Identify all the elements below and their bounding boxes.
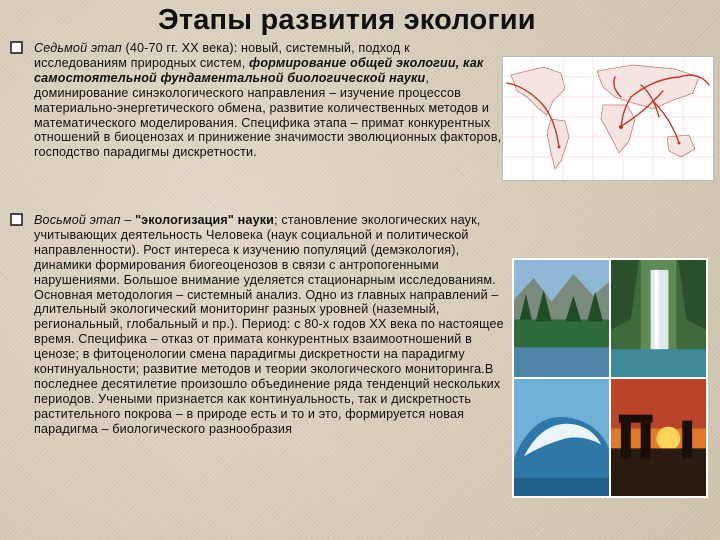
checkbox-bullet-icon — [10, 41, 23, 54]
stage7-emphasis: формирование общей экологии, как самостоятельной фундаментальной биологической науки — [34, 55, 484, 85]
stage8-text: ; становление экологических наук, учитывающих деятельность Человека (наук социальной и политической направленности). Рост интереса к изучению популяций (демэкология), динамики формирования биогеоценозов в связи с антропогенными нарушениями. Большое внимание уделяется стационарным исследованиям. Основная методология – системный анализ. Одно из главных направлений – длительный экологический мониторинг разных уровней (наземный, региональный, глобальный и пр.). Период: с 80-х годов XX века по настоящее время. Специфика – отказ от примата конкурентных взаимоотношений в ценозе; в фитоценологии смена парадигмы дискретности на парадигму континуальности; развитие методов и теории экологического мониторинга.В последнее десятилетие произошло объединение ряда тенденций нескольких периодов. Учеными признается как континуальность, так и дискретность растительного покрова – в природе есть и то и это, формируется новая парадигма – биологического разнообразия — [34, 213, 504, 436]
route-dot — [678, 142, 681, 145]
nature-photo-collage — [512, 258, 708, 498]
checkbox-bullet-icon — [10, 213, 23, 226]
stage8-dash: – — [120, 213, 136, 227]
stage7-paragraph — [34, 41, 504, 160]
stage8-lead: Восьмой этап — [34, 213, 121, 227]
stage8-paragraph — [34, 213, 508, 437]
waterfall-photo — [611, 260, 706, 377]
stage7-text-a: (40-70 гг. XX века): новый, системный, подход к исследованиям природных систем, — [34, 41, 410, 70]
stage7-lead: Седьмой этап — [34, 41, 122, 55]
ocean-wave-photo — [514, 379, 609, 496]
page-title: Этапы развития экологии — [158, 4, 536, 36]
stage8-bold: "экологизация" науки — [135, 213, 275, 227]
forest-lake-photo — [514, 260, 609, 377]
route-dot — [558, 146, 561, 149]
stage7-text-b: , доминирование синэкологического направления – изучение процессов материально-энергетического обмена, развитие количественных методов и математического моделирования. Специфика этапа – примат конкурентных отношений в биоценозах и принижение значимости эволюционных факторов, господство парадигмы дискретности. — [34, 70, 502, 160]
map-graphic — [503, 57, 713, 180]
stonehenge-sunset-photo — [611, 379, 706, 496]
route-origin-dot — [619, 125, 623, 129]
world-migration-map — [502, 56, 714, 181]
